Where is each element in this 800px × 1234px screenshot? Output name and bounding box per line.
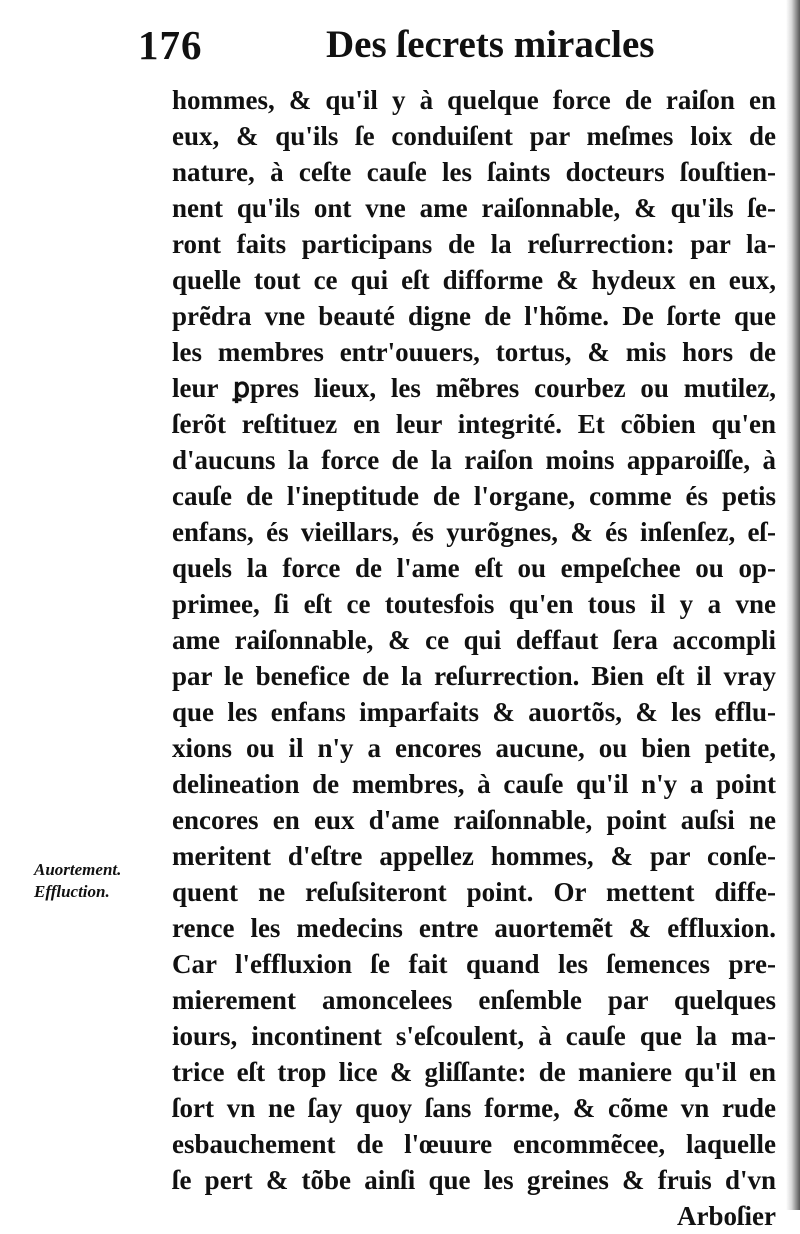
- text-line: nent qu'ils ont vne ame raiſonnable, & qu'ils ſe-: [172, 193, 776, 223]
- running-title: Des ſecrets miracles: [326, 23, 655, 66]
- text-line: quent ne reſuſsiteront point. Or mettent diffe-: [172, 877, 776, 907]
- page-header: [138, 16, 698, 74]
- text-line: mierement amoncelees enſemble par quelques: [172, 985, 776, 1015]
- text-line: iours, incontinent s'eſcoulent, à cauſe que la ma-: [172, 1021, 776, 1051]
- page-number: 176: [138, 22, 203, 68]
- text-line: prẽdra vne beauté digne de l'hõme. De ſorte que: [172, 301, 776, 331]
- text-line: ront faits participans de la reſurrection: par la-: [172, 229, 776, 259]
- text-line: leur ꝑpres lieux, les mẽbres courbez ou mutilez,: [172, 373, 776, 403]
- text-line: eux, & qu'ils ſe conduiſent par meſmes loix de: [172, 121, 776, 151]
- text-line: meritent d'eſtre appellez hommes, & par conſe-: [172, 841, 776, 871]
- text-line: quels la force de l'ame eſt ou empeſchee ou op-: [172, 553, 776, 583]
- text-line: esbauchement de l'œuure encommẽcee, laquelle: [172, 1129, 776, 1159]
- margin-note-auortement: Auortement.: [34, 860, 122, 879]
- text-line: Car l'effluxion ſe fait quand les ſemences pre-: [172, 949, 776, 979]
- text-line: cauſe de l'ineptitude de l'organe, comme és petis: [172, 481, 776, 511]
- text-line: que les enfans imparfaits & auortõs, & les efflu-: [172, 697, 776, 727]
- page-edge-shadow: [786, 0, 800, 1210]
- text-line: trice eſt trop lice & gliſſante: de maniere qu'il en: [172, 1057, 776, 1087]
- text-line: par le benefice de la reſurrection. Bien eſt il vray: [172, 661, 776, 691]
- text-line: xions ou il n'y a encores aucune, ou bien petite,: [172, 733, 776, 763]
- body-text: [172, 82, 776, 1234]
- text-line: quelle tout ce qui eſt difforme & hydeux en eux,: [172, 265, 776, 295]
- text-line: nature, à ceſte cauſe les ſaints docteurs ſouſtien-: [172, 157, 776, 187]
- text-line: rence les medecins entre auortemẽt & effluxion.: [172, 913, 776, 943]
- text-line: ſort vn ne ſay quoy ſans forme, & cõme vn rude: [172, 1093, 776, 1123]
- text-line: encores en eux d'ame raiſonnable, point auſsi ne: [172, 805, 776, 835]
- catchword: Arboſier: [677, 1201, 776, 1231]
- text-line: les membres entr'ouuers, tortus, & mis hors de: [172, 337, 776, 367]
- text-line: ſerõt reſtituez en leur integrité. Et cõbien qu'en: [172, 409, 776, 439]
- text-line: d'aucuns la force de la raiſon moins apparoiſſe, à: [172, 445, 776, 475]
- text-line: ſe pert & tõbe ainſi que les greines & fruis d'vn: [172, 1165, 776, 1195]
- text-line: primee, ſi eſt ce toutesfois qu'en tous il y a vne: [172, 589, 776, 619]
- text-line: hommes, & qu'il y à quelque force de raiſon en: [172, 85, 776, 115]
- text-line: enfans, és vieillars, és yurõgnes, & és inſenſez, eſ-: [172, 517, 776, 547]
- margin-note-effluction: Effluction.: [34, 882, 110, 901]
- text-line: delineation de membres, à cauſe qu'il n'y a point: [172, 769, 776, 799]
- text-line: ame raiſonnable, & ce qui deffaut ſera accompli: [172, 625, 776, 655]
